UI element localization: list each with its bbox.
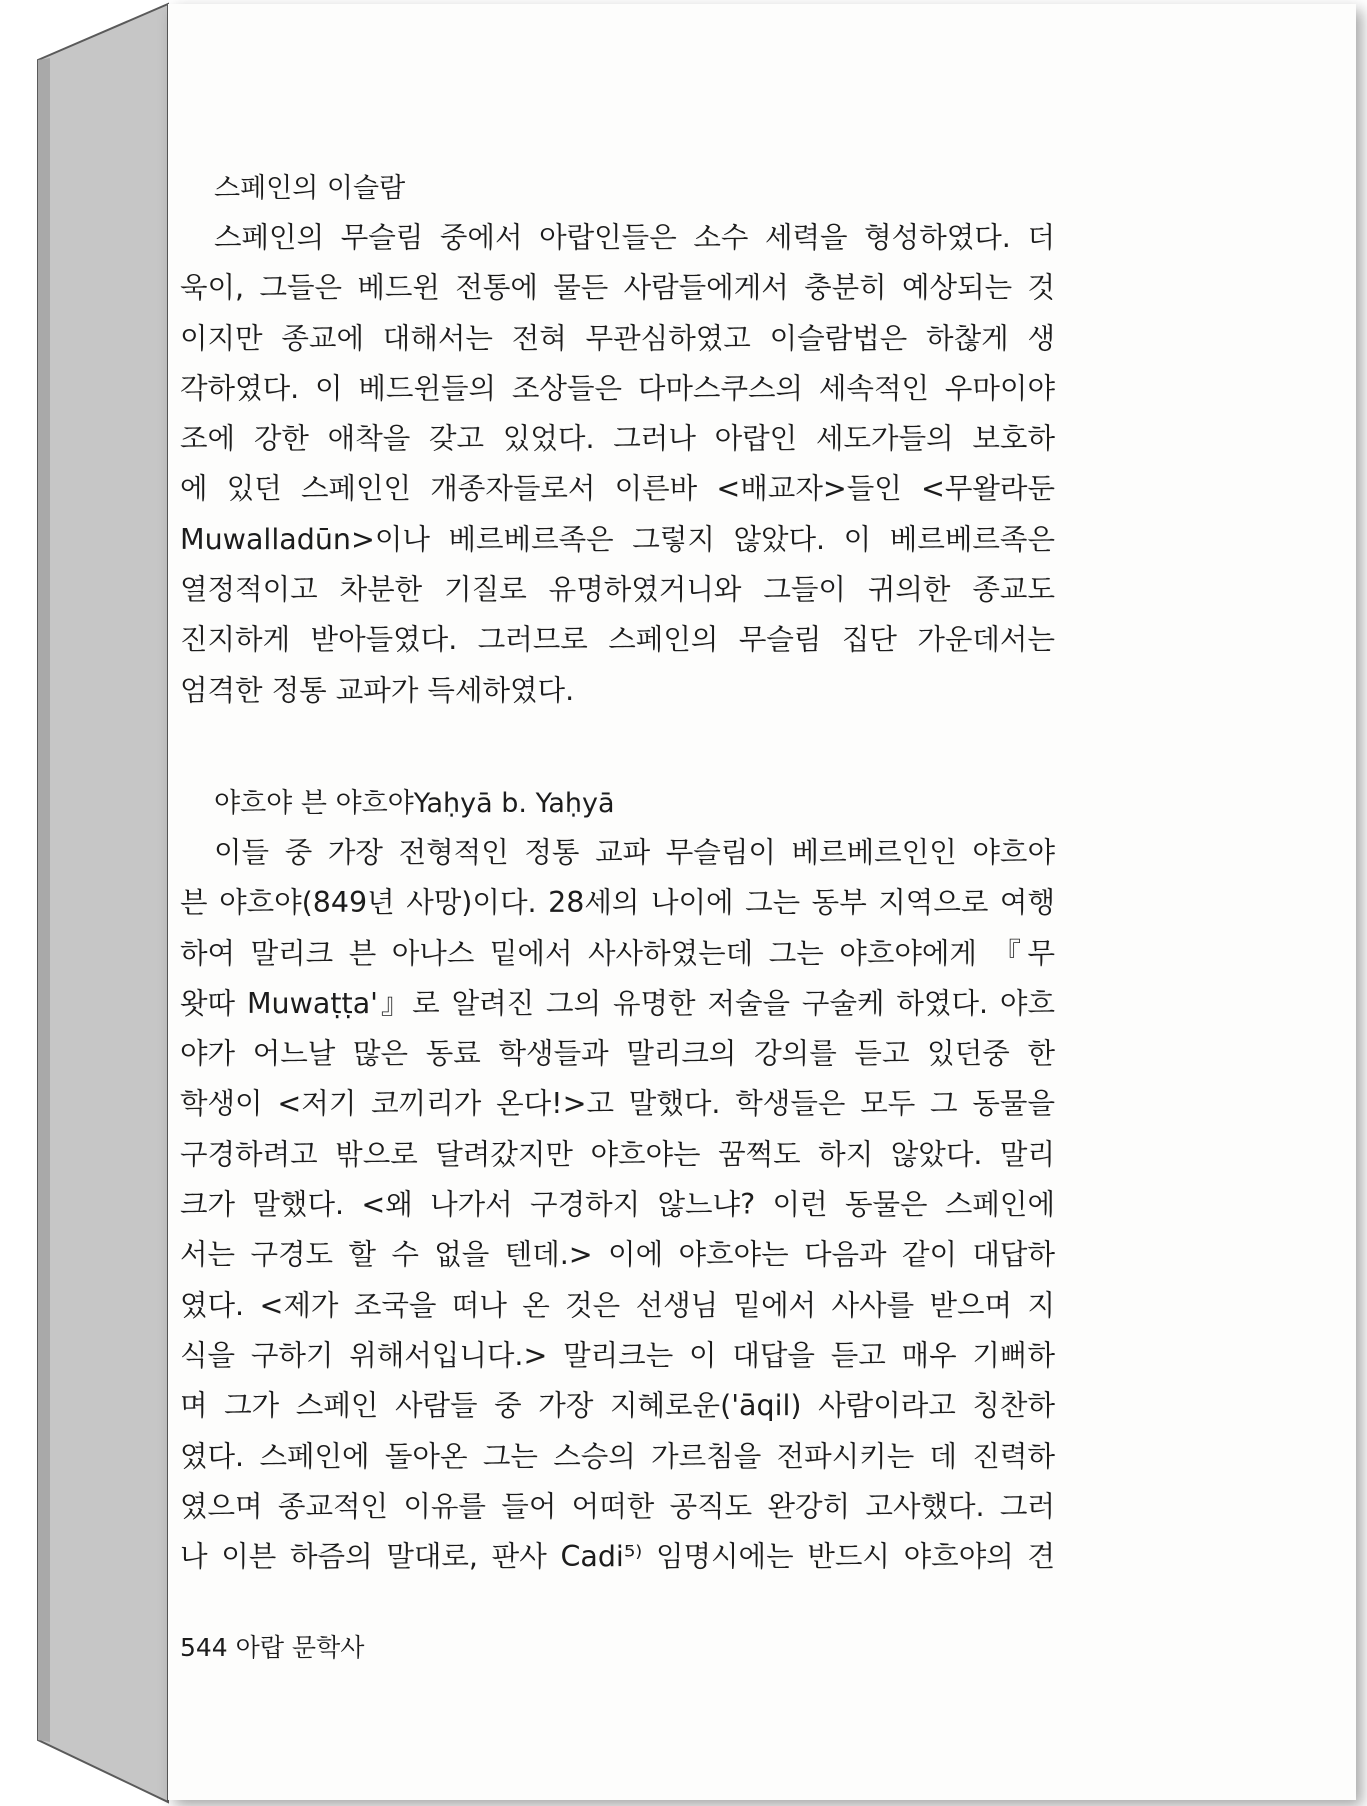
text-line: 야가 어느날 많은 동료 학생들과 말리크의 강의를 듣고 있던중 한 bbox=[180, 1037, 1055, 1071]
text-line: 욱이, 그들은 베드윈 전통에 물든 사람들에게서 충분히 예상되는 것 bbox=[180, 271, 1055, 305]
section-heading-yahya: 야흐야 븐 야흐야Yaḥyā b. Yaḥyā bbox=[214, 787, 615, 819]
text-line: 스페인의 무슬림 중에서 아랍인들은 소수 세력을 형성하였다. 더 bbox=[214, 221, 1055, 254]
text-line: 에 있던 스페인인 개종자들로서 이른바 <배교자>들인 <무왈라둔 bbox=[180, 472, 1055, 506]
running-title: 아랍 문학사 bbox=[235, 1633, 365, 1662]
page-text bbox=[180, 165, 1055, 1582]
text-line: Muwalladūn>이나 베르베르족은 그렇지 않았다. 이 베르베르족은 bbox=[180, 522, 1055, 556]
text-line: 븐 야흐야(849년 사망)이다. 28세의 나이에 그는 동부 지역으로 여행 bbox=[180, 886, 1055, 920]
text-line: 나 이븐 하즘의 말대로, 판사 Cadi⁵⁾ 임명시에는 반드시 야흐야의 견 bbox=[180, 1540, 1055, 1574]
text-line: 각하였다. 이 베드윈들의 조상들은 다마스쿠스의 세속적인 우마이야 bbox=[180, 371, 1055, 405]
text-line: 크가 말했다. <왜 나가서 구경하지 않느냐? 이런 동물은 스페인에 bbox=[180, 1188, 1055, 1222]
paragraph-yahya bbox=[180, 828, 1055, 1582]
text-line: 왓따 Muwaṭṭa'』로 알려진 그의 유명한 저술을 구술케 하였다. 야흐 bbox=[180, 986, 1055, 1020]
text-line: 였다. 스페인에 돌아온 그는 스승의 가르침을 전파시키는 데 진력하 bbox=[180, 1439, 1055, 1473]
text-line: 이지만 종교에 대해서는 전혀 무관심하였고 이슬람법은 하찮게 생 bbox=[180, 321, 1055, 355]
page-footer bbox=[180, 1628, 364, 1664]
text-line: 구경하려고 밖으로 달려갔지만 야흐야는 꿈쩍도 하지 않았다. 말리 bbox=[180, 1137, 1055, 1171]
text-line: 하여 말리크 븐 아나스 밑에서 사사하였는데 그는 야흐야에게 『무 bbox=[180, 936, 1055, 970]
text-line: 열정적이고 차분한 기질로 유명하였거니와 그들이 귀의한 종교도 bbox=[180, 573, 1055, 607]
text-line: 학생이 <저기 코끼리가 온다!>고 말했다. 학생들은 모두 그 동물을 bbox=[180, 1087, 1055, 1121]
text-line: 조에 강한 애착을 갖고 있었다. 그러나 아랍인 세도가들의 보호하 bbox=[180, 422, 1055, 456]
text-line: 며 그가 스페인 사람들 중 가장 지혜로운('āqil) 사람이라고 칭찬하 bbox=[180, 1389, 1055, 1423]
paragraph-islam-in-spain bbox=[180, 213, 1055, 716]
text-line: 서는 구경도 할 수 없을 텐데.> 이에 야흐야는 다음과 같이 대답하 bbox=[180, 1238, 1055, 1272]
text-line: 였으며 종교적인 이유를 들어 어떠한 공직도 완강히 고사했다. 그러 bbox=[180, 1489, 1055, 1523]
section-spacer bbox=[180, 716, 1055, 780]
text-line: 진지하게 받아들였다. 그러므로 스페인의 무슬림 집단 가운데서는 bbox=[180, 623, 1055, 657]
section-heading-islam-in-spain: 스페인의 이슬람 bbox=[214, 173, 406, 204]
page-number: 544 bbox=[180, 1633, 228, 1662]
text-line: 였다. <제가 조국을 떠나 온 것은 선생님 밑에서 사사를 받으며 지 bbox=[180, 1288, 1055, 1322]
text-line: 식을 구하기 위해서입니다.> 말리크는 이 대답을 듣고 매우 기뻐하 bbox=[180, 1338, 1055, 1372]
text-line: 엄격한 정통 교파가 득세하였다. bbox=[180, 673, 575, 707]
text-line: 이들 중 가장 전형적인 정통 교파 무슬림이 베르베르인인 야흐야 bbox=[214, 835, 1055, 869]
